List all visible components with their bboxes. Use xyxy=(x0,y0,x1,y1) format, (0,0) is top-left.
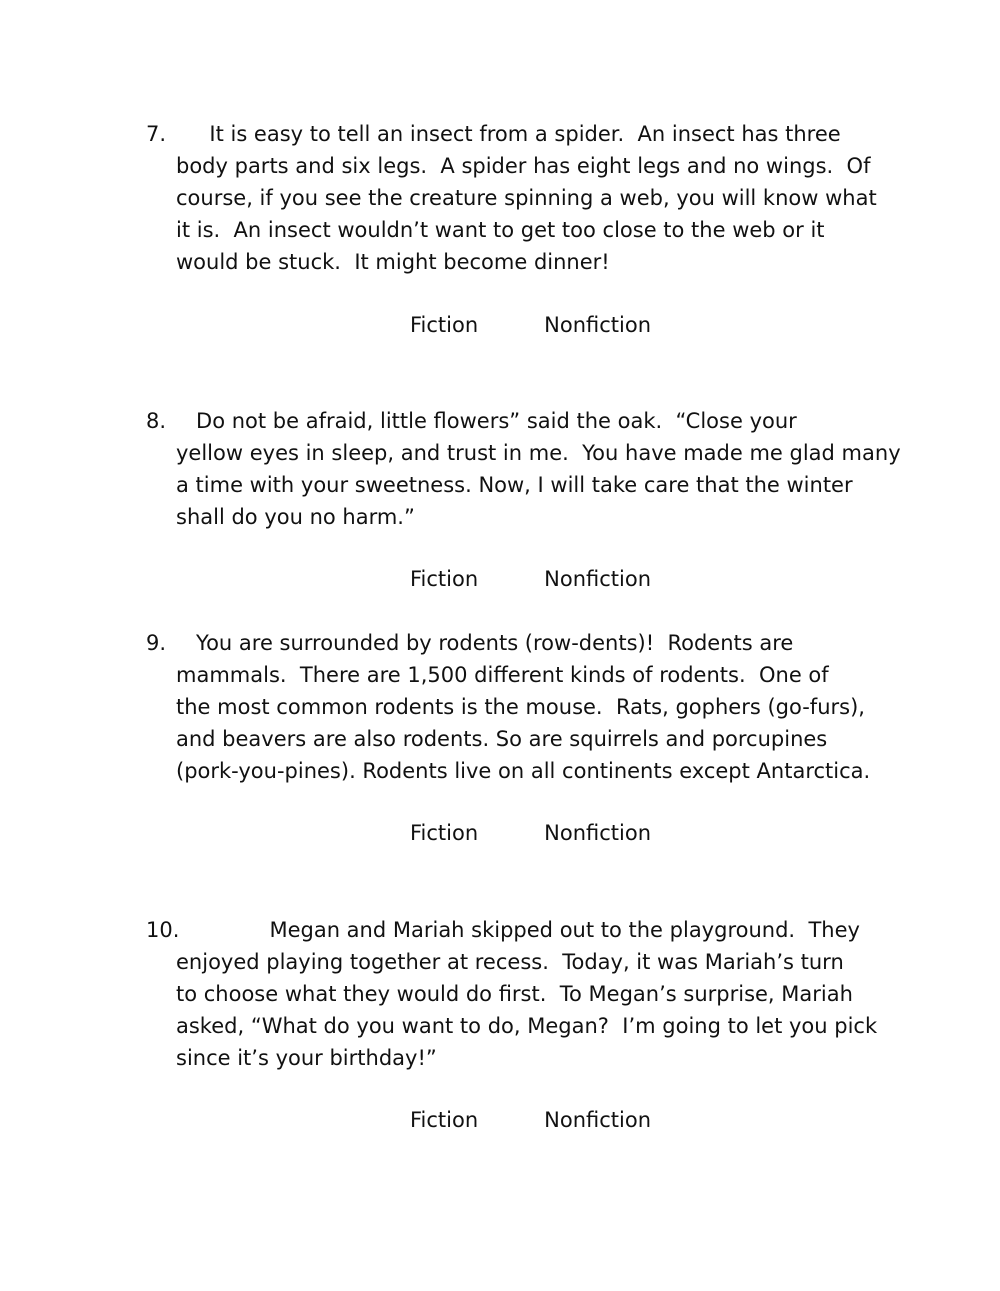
passage-line: enjoyed playing together at recess. Today, it was Mariah’s turn xyxy=(176,950,844,974)
passage-line: (pork-you-pines). Rodents live on all continents except Antarctica. xyxy=(176,759,871,783)
passage-line: shall do you no harm.” xyxy=(176,505,415,529)
passage-line: body parts and six legs. A spider has eight legs and no wings. Of xyxy=(176,154,871,178)
nonfiction-option[interactable]: Nonfiction xyxy=(544,313,652,337)
passage-line: Do not be afraid, little flowers” said the oak. “Close your xyxy=(176,409,797,433)
nonfiction-option[interactable]: Nonfiction xyxy=(544,1108,652,1132)
passage-text xyxy=(176,118,906,278)
fiction-option[interactable]: Fiction xyxy=(410,1108,479,1132)
passage-line: it is. An insect wouldn’t want to get too close to the web or it xyxy=(176,218,825,242)
passage-line: a time with your sweetness. Now, I will take care that the winter xyxy=(176,473,853,497)
passage-text xyxy=(176,914,906,1074)
nonfiction-option[interactable]: Nonfiction xyxy=(544,567,652,591)
fiction-option[interactable]: Fiction xyxy=(410,567,479,591)
passage-line: mammals. There are 1,500 different kinds of rodents. One of xyxy=(176,663,829,687)
passage-line: Megan and Mariah skipped out to the playground. They xyxy=(176,918,860,942)
answer-choices-7 xyxy=(410,310,651,340)
fiction-option[interactable]: Fiction xyxy=(410,313,479,337)
passage-line: asked, “What do you want to do, Megan? I’m going to let you pick xyxy=(176,1014,878,1038)
question-number: 8. xyxy=(146,409,167,433)
passage-line: It is easy to tell an insect from a spider. An insect has three xyxy=(176,122,841,146)
answer-choices-9 xyxy=(410,818,651,848)
question-number: 9. xyxy=(146,631,167,655)
question-number: 7. xyxy=(146,122,167,146)
passage-line: would be stuck. It might become dinner! xyxy=(176,250,610,274)
passage-line: the most common rodents is the mouse. Rats, gophers (go-furs), xyxy=(176,695,865,719)
passage-line: and beavers are also rodents. So are squirrels and porcupines xyxy=(176,727,828,751)
passage-line: yellow eyes in sleep, and trust in me. You have made me glad many xyxy=(176,441,901,465)
passage-text xyxy=(176,627,906,787)
fiction-option[interactable]: Fiction xyxy=(410,821,479,845)
answer-choices-10 xyxy=(410,1105,651,1135)
passage-text xyxy=(176,405,906,533)
answer-choices-8 xyxy=(410,564,651,594)
nonfiction-option[interactable]: Nonfiction xyxy=(544,821,652,845)
passage-line: course, if you see the creature spinning a web, you will know what xyxy=(176,186,877,210)
passage-line: to choose what they would do first. To Megan’s surprise, Mariah xyxy=(176,982,853,1006)
question-number: 10. xyxy=(146,918,180,942)
passage-line: since it’s your birthday!” xyxy=(176,1046,437,1070)
passage-line: You are surrounded by rodents (row-dents)! Rodents are xyxy=(176,631,794,655)
